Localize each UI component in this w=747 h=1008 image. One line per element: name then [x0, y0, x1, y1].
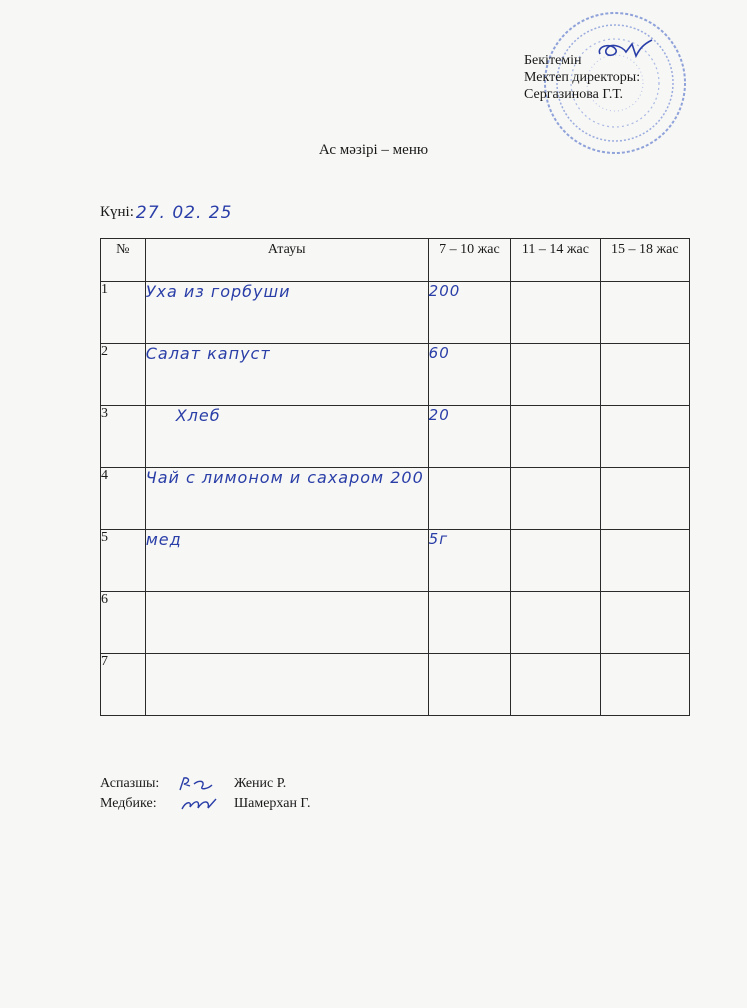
header-age-11-14: 11 – 14 жас	[511, 239, 600, 282]
row-number: 6	[101, 592, 146, 654]
nurse-name: Шамерхан Г.	[234, 796, 311, 811]
date-value: 27. 02. 25	[135, 203, 233, 223]
table-row	[101, 282, 690, 344]
amount-15-18	[600, 592, 689, 654]
amount-7-10	[428, 654, 511, 716]
dish-name: мед	[145, 530, 428, 592]
approval-line-2: Мектеп директоры:	[524, 70, 641, 85]
menu-table	[100, 238, 690, 716]
dish-name: Хлеб	[145, 406, 428, 468]
dish-name: Уха из горбуши	[145, 282, 428, 344]
row-number: 4	[101, 468, 146, 530]
amount-15-18	[600, 406, 689, 468]
amount-11-14	[511, 406, 600, 468]
dish-name	[145, 654, 428, 716]
table-row	[101, 530, 690, 592]
table-row	[101, 654, 690, 716]
amount-15-18	[600, 344, 689, 406]
table-row	[101, 406, 690, 468]
dish-name: Салат капуст	[145, 344, 428, 406]
amount-7-10: 60	[428, 344, 511, 406]
row-number: 7	[101, 654, 146, 716]
amount-11-14	[511, 344, 600, 406]
table-row	[101, 592, 690, 654]
row-number: 3	[101, 406, 146, 468]
dish-name: Чай с лимоном и сахаром 200	[145, 468, 428, 530]
dish-name	[145, 592, 428, 654]
amount-15-18	[600, 530, 689, 592]
amount-7-10: 200	[428, 282, 511, 344]
row-number: 1	[101, 282, 146, 344]
header-age-15-18: 15 – 18 жас	[600, 239, 689, 282]
nurse-label: Медбике:	[100, 796, 157, 811]
amount-11-14	[511, 282, 600, 344]
header-age-7-10: 7 – 10 жас	[428, 239, 511, 282]
amount-7-10	[428, 468, 511, 530]
date-row	[100, 201, 232, 221]
row-number: 2	[101, 344, 146, 406]
amount-11-14	[511, 530, 600, 592]
amount-7-10: 20	[428, 406, 511, 468]
date-label: Күні:	[100, 204, 134, 220]
cook-signature	[176, 775, 228, 793]
table-row	[101, 468, 690, 530]
nurse-signature	[176, 795, 228, 813]
cook-label: Аспазшы:	[100, 776, 160, 791]
header-no: №	[101, 239, 146, 282]
cook-signature-row	[100, 774, 310, 794]
cook-name: Женис Р.	[234, 776, 287, 791]
amount-15-18	[600, 654, 689, 716]
approval-line-1: Бекітемін	[524, 53, 582, 68]
row-number: 5	[101, 530, 146, 592]
amount-11-14	[511, 592, 600, 654]
amount-7-10: 5г	[428, 530, 511, 592]
amount-11-14	[511, 654, 600, 716]
amount-11-14	[511, 468, 600, 530]
table-row	[101, 344, 690, 406]
approval-line-3: Сергазинова Г.Т.	[524, 87, 623, 102]
amount-15-18	[600, 282, 689, 344]
approval-block	[524, 52, 640, 103]
amount-15-18	[600, 468, 689, 530]
amount-7-10	[428, 592, 511, 654]
document-title: Ас мәзірі – меню	[318, 142, 429, 158]
signature-block	[100, 774, 310, 814]
header-name: Атауы	[145, 239, 428, 282]
table-header-row	[101, 239, 690, 282]
nurse-signature-row	[100, 794, 310, 814]
